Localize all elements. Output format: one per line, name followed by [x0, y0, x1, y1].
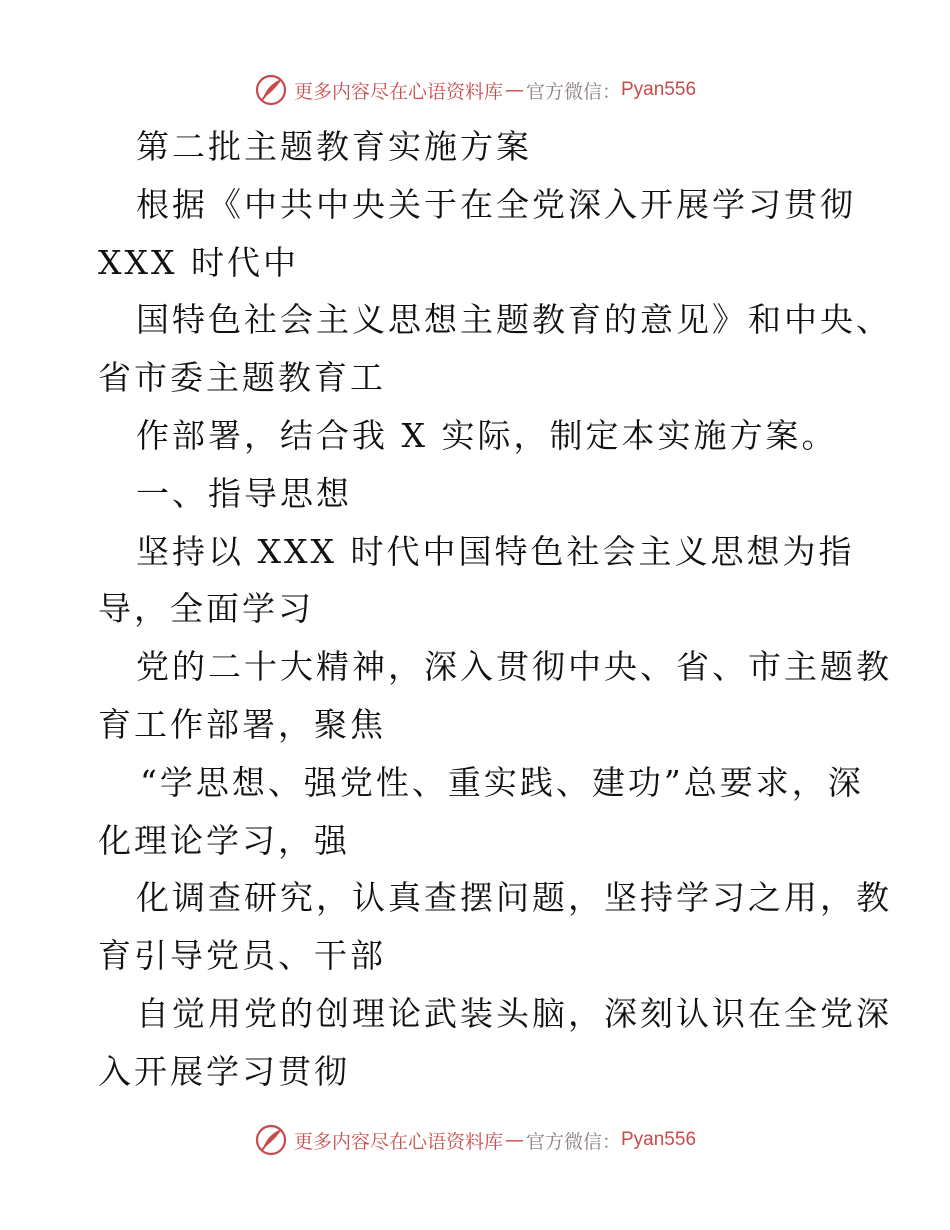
paragraph-line: 国特色社会主义思想主题教育的意见》和中央、	[136, 300, 892, 340]
paragraph-line: XXX 时代中	[98, 242, 299, 282]
watermark-dash: —	[504, 1129, 524, 1151]
paragraph-line: 入开展学习贯彻	[98, 1051, 350, 1091]
watermark-wechat-label: 官方微信：	[525, 80, 621, 103]
paragraph-line: 作部署，结合我 X 实际，制定本实施方案。	[136, 415, 838, 455]
watermark-footer	[0, 1120, 950, 1160]
paragraph-line: 省市委主题教育工	[98, 358, 386, 398]
paragraph-line: “学思想、强党性、重实践、建功”总要求，深	[140, 762, 864, 802]
watermark-wechat-id: Pyan556	[621, 79, 697, 100]
paragraph-line: 根据《中共中央关于在全党深入开展学习贯彻	[136, 184, 856, 224]
watermark-site-text: 更多内容尽在心语资料库	[293, 1130, 503, 1153]
paragraph-line: 自觉用党的创理论武装头脑，深刻认识在全党深	[136, 993, 892, 1033]
watermark-dash: —	[504, 79, 524, 101]
watermark-wechat-label: 官方微信：	[525, 1130, 621, 1153]
watermark-site-text: 更多内容尽在心语资料库	[293, 80, 503, 103]
section-heading: 一、指导思想	[136, 473, 352, 513]
document-title: 第二批主题教育实施方案	[136, 127, 532, 166]
watermark-header	[0, 70, 950, 110]
paragraph-line: 导，全面学习	[98, 589, 314, 629]
watermark-wechat-id: Pyan556	[621, 1129, 697, 1150]
paragraph-line: 化调查研究，认真查摆问题，坚持学习之用，教	[136, 878, 892, 918]
paragraph-line: 党的二十大精神，深入贯彻中央、省、市主题教	[136, 647, 892, 687]
paragraph-line: 育工作部署，聚焦	[98, 704, 386, 744]
paragraph-line: 育引导党员、干部	[98, 936, 386, 976]
document-body	[98, 118, 892, 1101]
paragraph-line: 化理论学习，强	[98, 820, 350, 860]
quill-pen-logo-icon	[254, 1123, 288, 1157]
paragraph-line: 坚持以 XXX 时代中国特色社会主义思想为指	[136, 531, 855, 571]
quill-pen-logo-icon	[254, 73, 288, 107]
